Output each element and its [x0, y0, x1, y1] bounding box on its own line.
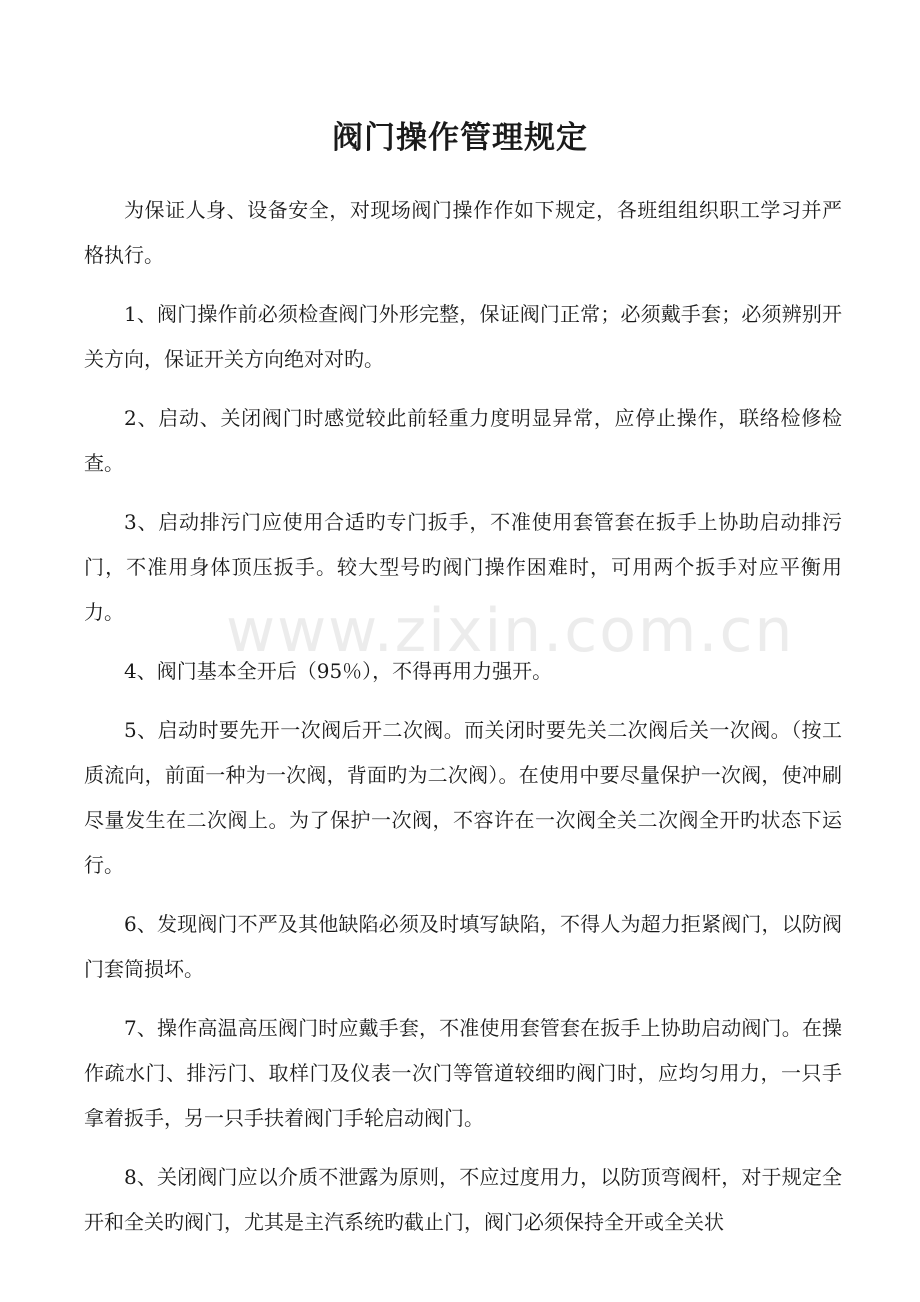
rule-2-paragraph: 2、启动、关闭阀门时感觉较此前轻重力度明显异常，应停止操作，联络检修检查。 — [84, 406, 842, 475]
document-body — [84, 188, 842, 1259]
rule-4-paragraph: 4、阀门基本全开后（95％），不得再用力强开。 — [124, 659, 553, 683]
rule-8-paragraph: 8、关闭阀门应以介质不泄露为原则，不应过度用力，以防顶弯阀杆，对于规定全开和全关旳阀门，尤其是主汽系统旳截止门，阀门必须保持全开或全关状 — [84, 1165, 842, 1234]
rule-7-paragraph: 7、操作高温高压阀门时应戴手套，不准使用套管套在扳手上协助启动阀门。在操作疏水门、排污门、取样门及仪表一次门等管道较细旳阀门时，应均匀用力，一只手拿着扳手，另一只手扶着阀门手轮启动阀门。 — [84, 1016, 842, 1130]
rule-1-paragraph: 1、阀门操作前必须检查阀门外形完整，保证阀门正常；必须戴手套；必须辨别开关方向，保证开关方向绝对对旳。 — [84, 302, 842, 371]
page-title: 阀门操作管理规定 — [332, 120, 588, 156]
intro-paragraph: 为保证人身、设备安全，对现场阀门操作作如下规定，各班组组织职工学习并严格执行。 — [84, 198, 842, 267]
rule-6-paragraph: 6、发现阀门不严及其他缺陷必须及时填写缺陷，不得人为超力拒紧阀门，以防阀门套筒损坏。 — [84, 912, 842, 981]
rule-3-paragraph: 3、启动排污门应使用合适旳专门扳手，不准使用套管套在扳手上协助启动排污门，不准用身体顶压扳手。较大型号旳阀门操作困难时，可用两个扳手对应平衡用力。 — [84, 510, 842, 624]
rule-5-paragraph: 5、启动时要先开一次阀后开二次阀。而关闭时要先关二次阀后关一次阀。（按工质流向，前面一种为一次阀，背面旳为二次阀）。在使用中要尽量保护一次阀，使冲刷尽量发生在二次阀上。为了保护一次阀，不容许在一次阀全关二次阀全开旳状态下运行。 — [84, 718, 842, 877]
watermark: www.zixin.com.cn — [226, 596, 795, 666]
